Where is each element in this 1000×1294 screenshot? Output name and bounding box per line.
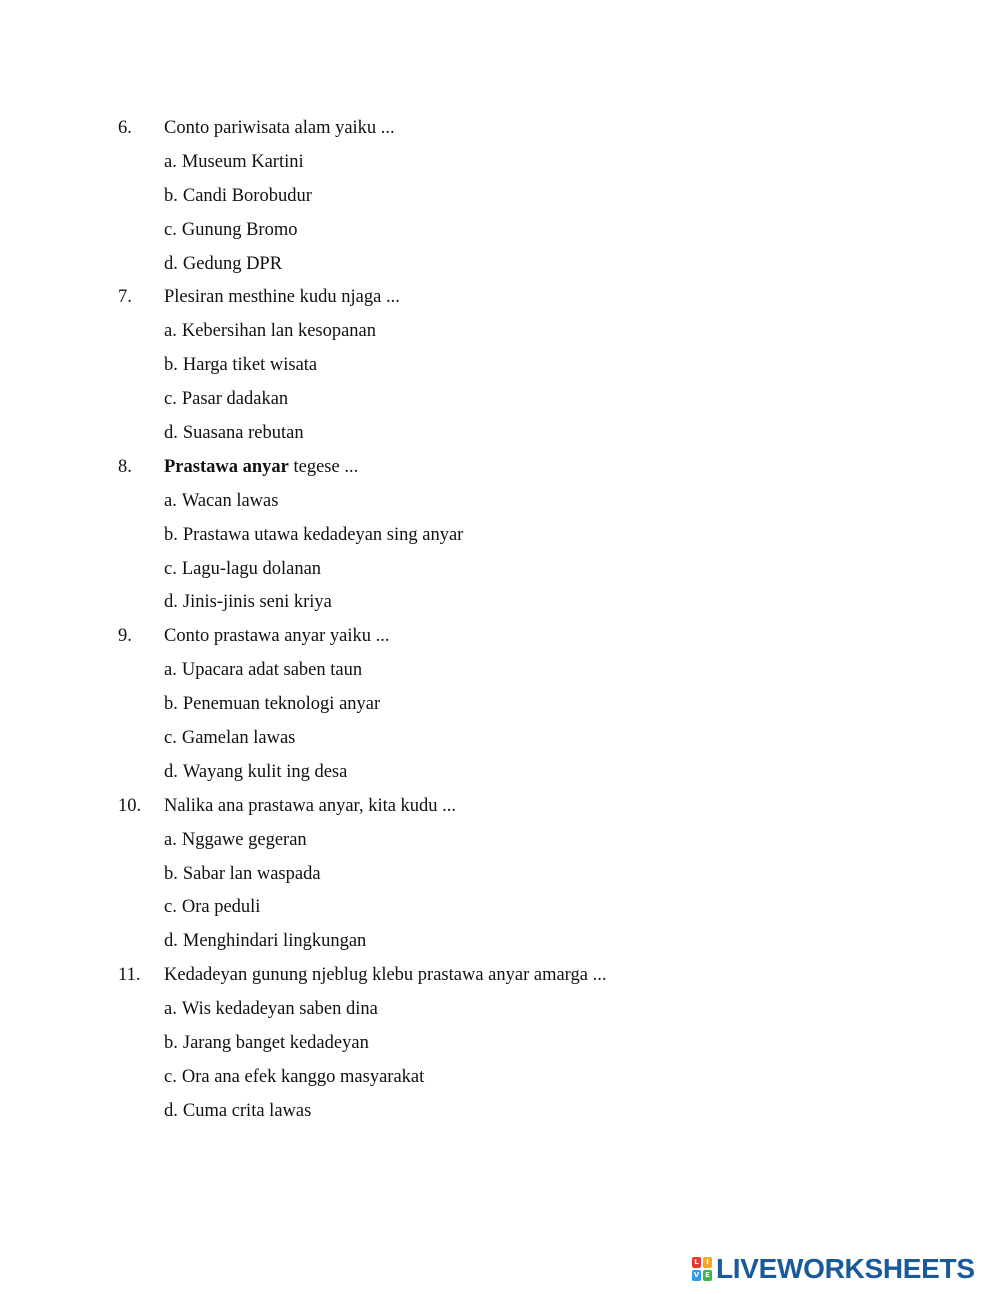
- option-letter: a.: [164, 151, 177, 172]
- option-letter: b.: [164, 355, 178, 376]
- option-text: Gunung Bromo: [181, 219, 298, 240]
- answer-option-content: [164, 1027, 369, 1061]
- answer-option-content: [164, 180, 312, 214]
- answer-option-content: [164, 993, 378, 1027]
- option-letter: d.: [164, 1100, 178, 1121]
- brand-name: LIVEWORKSHEETS: [716, 1253, 975, 1284]
- question-number: 9.: [118, 626, 132, 647]
- answer-option[interactable]: [0, 654, 1000, 688]
- brand-footer: [692, 1253, 975, 1285]
- question-text: [164, 451, 358, 485]
- question-body: Conto pariwisata alam yaiku ...: [164, 118, 395, 138]
- answer-option-content: [164, 586, 332, 620]
- option-letter: b.: [164, 185, 178, 206]
- answer-option[interactable]: [0, 485, 1000, 519]
- answer-option-content: [164, 519, 463, 553]
- question-emphasis: Prastawa anyar: [164, 456, 289, 477]
- option-letter: d.: [164, 761, 178, 782]
- question-row: [0, 281, 1000, 315]
- option-letter: a.: [164, 660, 177, 681]
- question-body: Kedadeyan gunung njeblug klebu prastawa anyar amarga ...: [164, 965, 607, 986]
- answer-option-content: [164, 248, 282, 282]
- option-letter: a.: [164, 999, 177, 1020]
- answer-option-content: [164, 858, 321, 892]
- question-text: [164, 620, 390, 654]
- answer-option-content: [164, 417, 304, 451]
- option-letter: c.: [164, 389, 177, 410]
- answer-option[interactable]: [0, 1061, 1000, 1095]
- option-text: Nggawe gegeran: [181, 829, 307, 850]
- logo-tile: V: [693, 1271, 700, 1279]
- question-number: 6.: [118, 118, 132, 138]
- option-letter: c.: [164, 558, 177, 579]
- answer-option-content: [164, 485, 278, 519]
- answer-option-content: [164, 756, 347, 790]
- question-row: [0, 620, 1000, 654]
- answer-option[interactable]: [0, 824, 1000, 858]
- question-text: [164, 281, 400, 315]
- answer-option[interactable]: [0, 756, 1000, 790]
- answer-option-content: [164, 1061, 424, 1095]
- option-letter: b.: [164, 524, 178, 545]
- answer-option[interactable]: [0, 858, 1000, 892]
- option-text: Prastawa utawa kedadeyan sing anyar: [182, 524, 464, 545]
- answer-option[interactable]: [0, 722, 1000, 756]
- question-number: 11.: [118, 965, 141, 986]
- answer-option[interactable]: [0, 1095, 1000, 1129]
- question-text: [164, 790, 456, 824]
- question-number: 8.: [118, 456, 132, 477]
- question-number: 10.: [118, 795, 142, 816]
- option-text: Penemuan teknologi anyar: [182, 694, 381, 715]
- answer-option[interactable]: [0, 519, 1000, 553]
- answer-option-content: [164, 315, 376, 349]
- answer-option[interactable]: [0, 586, 1000, 620]
- logo-tile: E: [703, 1270, 712, 1281]
- answer-option-content: [164, 214, 297, 248]
- answer-option-content: [164, 383, 288, 417]
- option-text: Jinis-jinis seni kriya: [182, 592, 332, 613]
- option-letter: a.: [164, 829, 177, 850]
- answer-option[interactable]: [0, 383, 1000, 417]
- answer-option[interactable]: [0, 180, 1000, 214]
- answer-option-content: [164, 553, 321, 587]
- question-text: [164, 112, 395, 146]
- option-letter: c.: [164, 897, 177, 918]
- option-letter: b.: [164, 694, 178, 715]
- option-text: Kebersihan lan kesopanan: [181, 321, 377, 342]
- answer-option-content: [164, 824, 307, 858]
- option-text: Lagu-lagu dolanan: [181, 558, 322, 579]
- option-letter: d.: [164, 423, 178, 444]
- option-text: Wayang kulit ing desa: [182, 761, 348, 782]
- question-body: Conto prastawa anyar yaiku ...: [164, 626, 390, 647]
- answer-option[interactable]: [0, 248, 1000, 282]
- answer-option[interactable]: [0, 891, 1000, 925]
- option-text: Pasar dadakan: [181, 389, 289, 410]
- question-row: [0, 112, 1000, 146]
- answer-option[interactable]: [0, 315, 1000, 349]
- answer-option[interactable]: [0, 925, 1000, 959]
- option-letter: c.: [164, 1066, 177, 1087]
- answer-option-content: [164, 722, 295, 756]
- answer-option[interactable]: [0, 417, 1000, 451]
- answer-option[interactable]: [0, 214, 1000, 248]
- option-text: Harga tiket wisata: [182, 355, 318, 376]
- logo-tile: I: [703, 1257, 712, 1268]
- option-text: Cuma crita lawas: [182, 1100, 312, 1121]
- answer-option-content: [164, 688, 380, 722]
- option-text: Menghindari lingkungan: [182, 931, 367, 952]
- option-text: Ora ana efek kanggo masyarakat: [181, 1066, 425, 1087]
- answer-option-content: [164, 891, 260, 925]
- option-text: Jarang banget kedadeyan: [182, 1033, 369, 1054]
- question-number: 7.: [118, 287, 132, 308]
- question-row: [0, 959, 1000, 993]
- option-text: Wis kedadeyan saben dina: [181, 999, 378, 1020]
- answer-option-content: [164, 1095, 311, 1129]
- option-text: Wacan lawas: [181, 490, 279, 511]
- option-letter: c.: [164, 219, 177, 240]
- option-text: Candi Borobudur: [182, 185, 312, 206]
- answer-option[interactable]: [0, 553, 1000, 587]
- option-letter: c.: [164, 728, 177, 749]
- question-body: Plesiran mesthine kudu njaga ...: [164, 287, 400, 308]
- logo-tile: L: [692, 1257, 701, 1268]
- answer-option[interactable]: [0, 146, 1000, 180]
- question-body: tegese ...: [288, 456, 359, 477]
- option-letter: b.: [164, 1033, 178, 1054]
- answer-option-content: [164, 654, 362, 688]
- option-text: Sabar lan waspada: [182, 863, 321, 884]
- option-letter: d.: [164, 592, 178, 613]
- option-letter: d.: [164, 931, 178, 952]
- option-letter: a.: [164, 321, 177, 342]
- question-body: Nalika ana prastawa anyar, kita kudu ...: [164, 795, 457, 816]
- option-text: Gamelan lawas: [181, 728, 296, 749]
- answer-option-content: [164, 925, 366, 959]
- option-text: Gedung DPR: [182, 253, 283, 274]
- option-text: Ora peduli: [181, 897, 261, 918]
- option-letter: d.: [164, 253, 178, 274]
- option-text: Museum Kartini: [181, 151, 304, 172]
- answer-option-content: [164, 349, 317, 383]
- option-text: Upacara adat saben taun: [181, 660, 363, 681]
- liveworksheets-logo-icon: [692, 1257, 712, 1281]
- answer-option[interactable]: [0, 688, 1000, 722]
- option-text: Suasana rebutan: [182, 423, 304, 444]
- question-row: [0, 451, 1000, 485]
- question-row: [0, 790, 1000, 824]
- option-letter: b.: [164, 863, 178, 884]
- answer-option-content: [164, 146, 304, 180]
- option-letter: a.: [164, 490, 177, 511]
- answer-option[interactable]: [0, 349, 1000, 383]
- question-text: [164, 959, 606, 993]
- answer-option[interactable]: [0, 1027, 1000, 1061]
- worksheet: [0, 112, 1000, 1129]
- answer-option[interactable]: [0, 993, 1000, 1027]
